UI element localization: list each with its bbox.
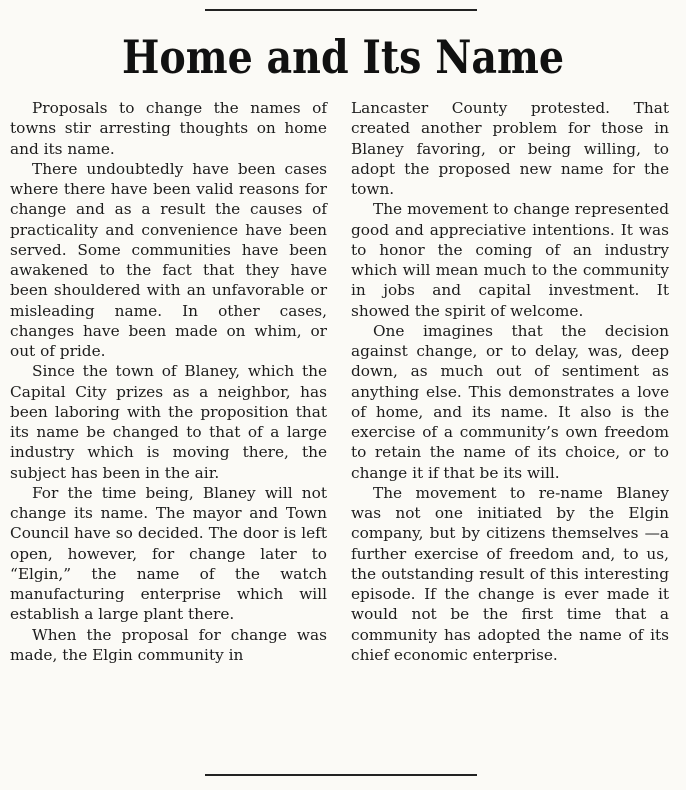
paragraph: When the proposal for change was made, the Elgin community in bbox=[10, 625, 327, 664]
paragraph: Since the town of Blaney, which the Capital City prizes as a neighbor, has been laboring with the proposition that its name be changed to that of a large industry which is moving there, the subject has been in the air. bbox=[10, 362, 327, 482]
headline: Home and Its Name bbox=[121, 30, 565, 84]
top-rule bbox=[205, 9, 477, 11]
paragraph: Lancaster County protested. That created another problem for those in Blaney favoring, or being willing, to adopt the proposed new name for the town. bbox=[351, 99, 669, 198]
paragraph: There undoubtedly have been cases where there have been valid reasons for change and as a result the causes of practicality and convenience have been served. Some communities have been awakened to the fact that they have been shouldered with an unfavorable or misleading name. In other cases, changes have been made on whim, or out of pride. bbox=[10, 159, 327, 360]
left-column bbox=[10, 98, 327, 665]
right-column bbox=[351, 98, 669, 665]
bottom-rule bbox=[205, 774, 477, 776]
paragraph: Proposals to change the names of towns stir arresting thoughts on home and its name. bbox=[10, 99, 327, 158]
paragraph: For the time being, Blaney will not change its name. The mayor and Town Council have so decided. The door is left open, however, for change later to “Elgin,” the name of the watch manufacturing enterprise which will establish a large plant there. bbox=[10, 483, 327, 624]
paragraph: The movement to change represented good and appreciative intentions. It was to honor the coming of an industry which will mean much to the community in jobs and capital investment. It showed the spirit of welcome. bbox=[351, 200, 669, 320]
paragraph: The movement to re-name Blaney was not one initiated by the Elgin company, but by citizens themselves —a further exercise of freedom and, to us, the outstanding result of this interesting episode. If the change is ever made it would not be the first time that a community has adopted the name of its chief economic enterprise. bbox=[351, 483, 669, 664]
paragraph: One imagines that the decision against change, or to delay, was, deep down, as much out of sentiment as anything else. This demonstrates a love of home, and its name. It also is the exercise of a community’s own freedom to retain the name of its choice, or to change it if that be its will. bbox=[351, 321, 669, 482]
